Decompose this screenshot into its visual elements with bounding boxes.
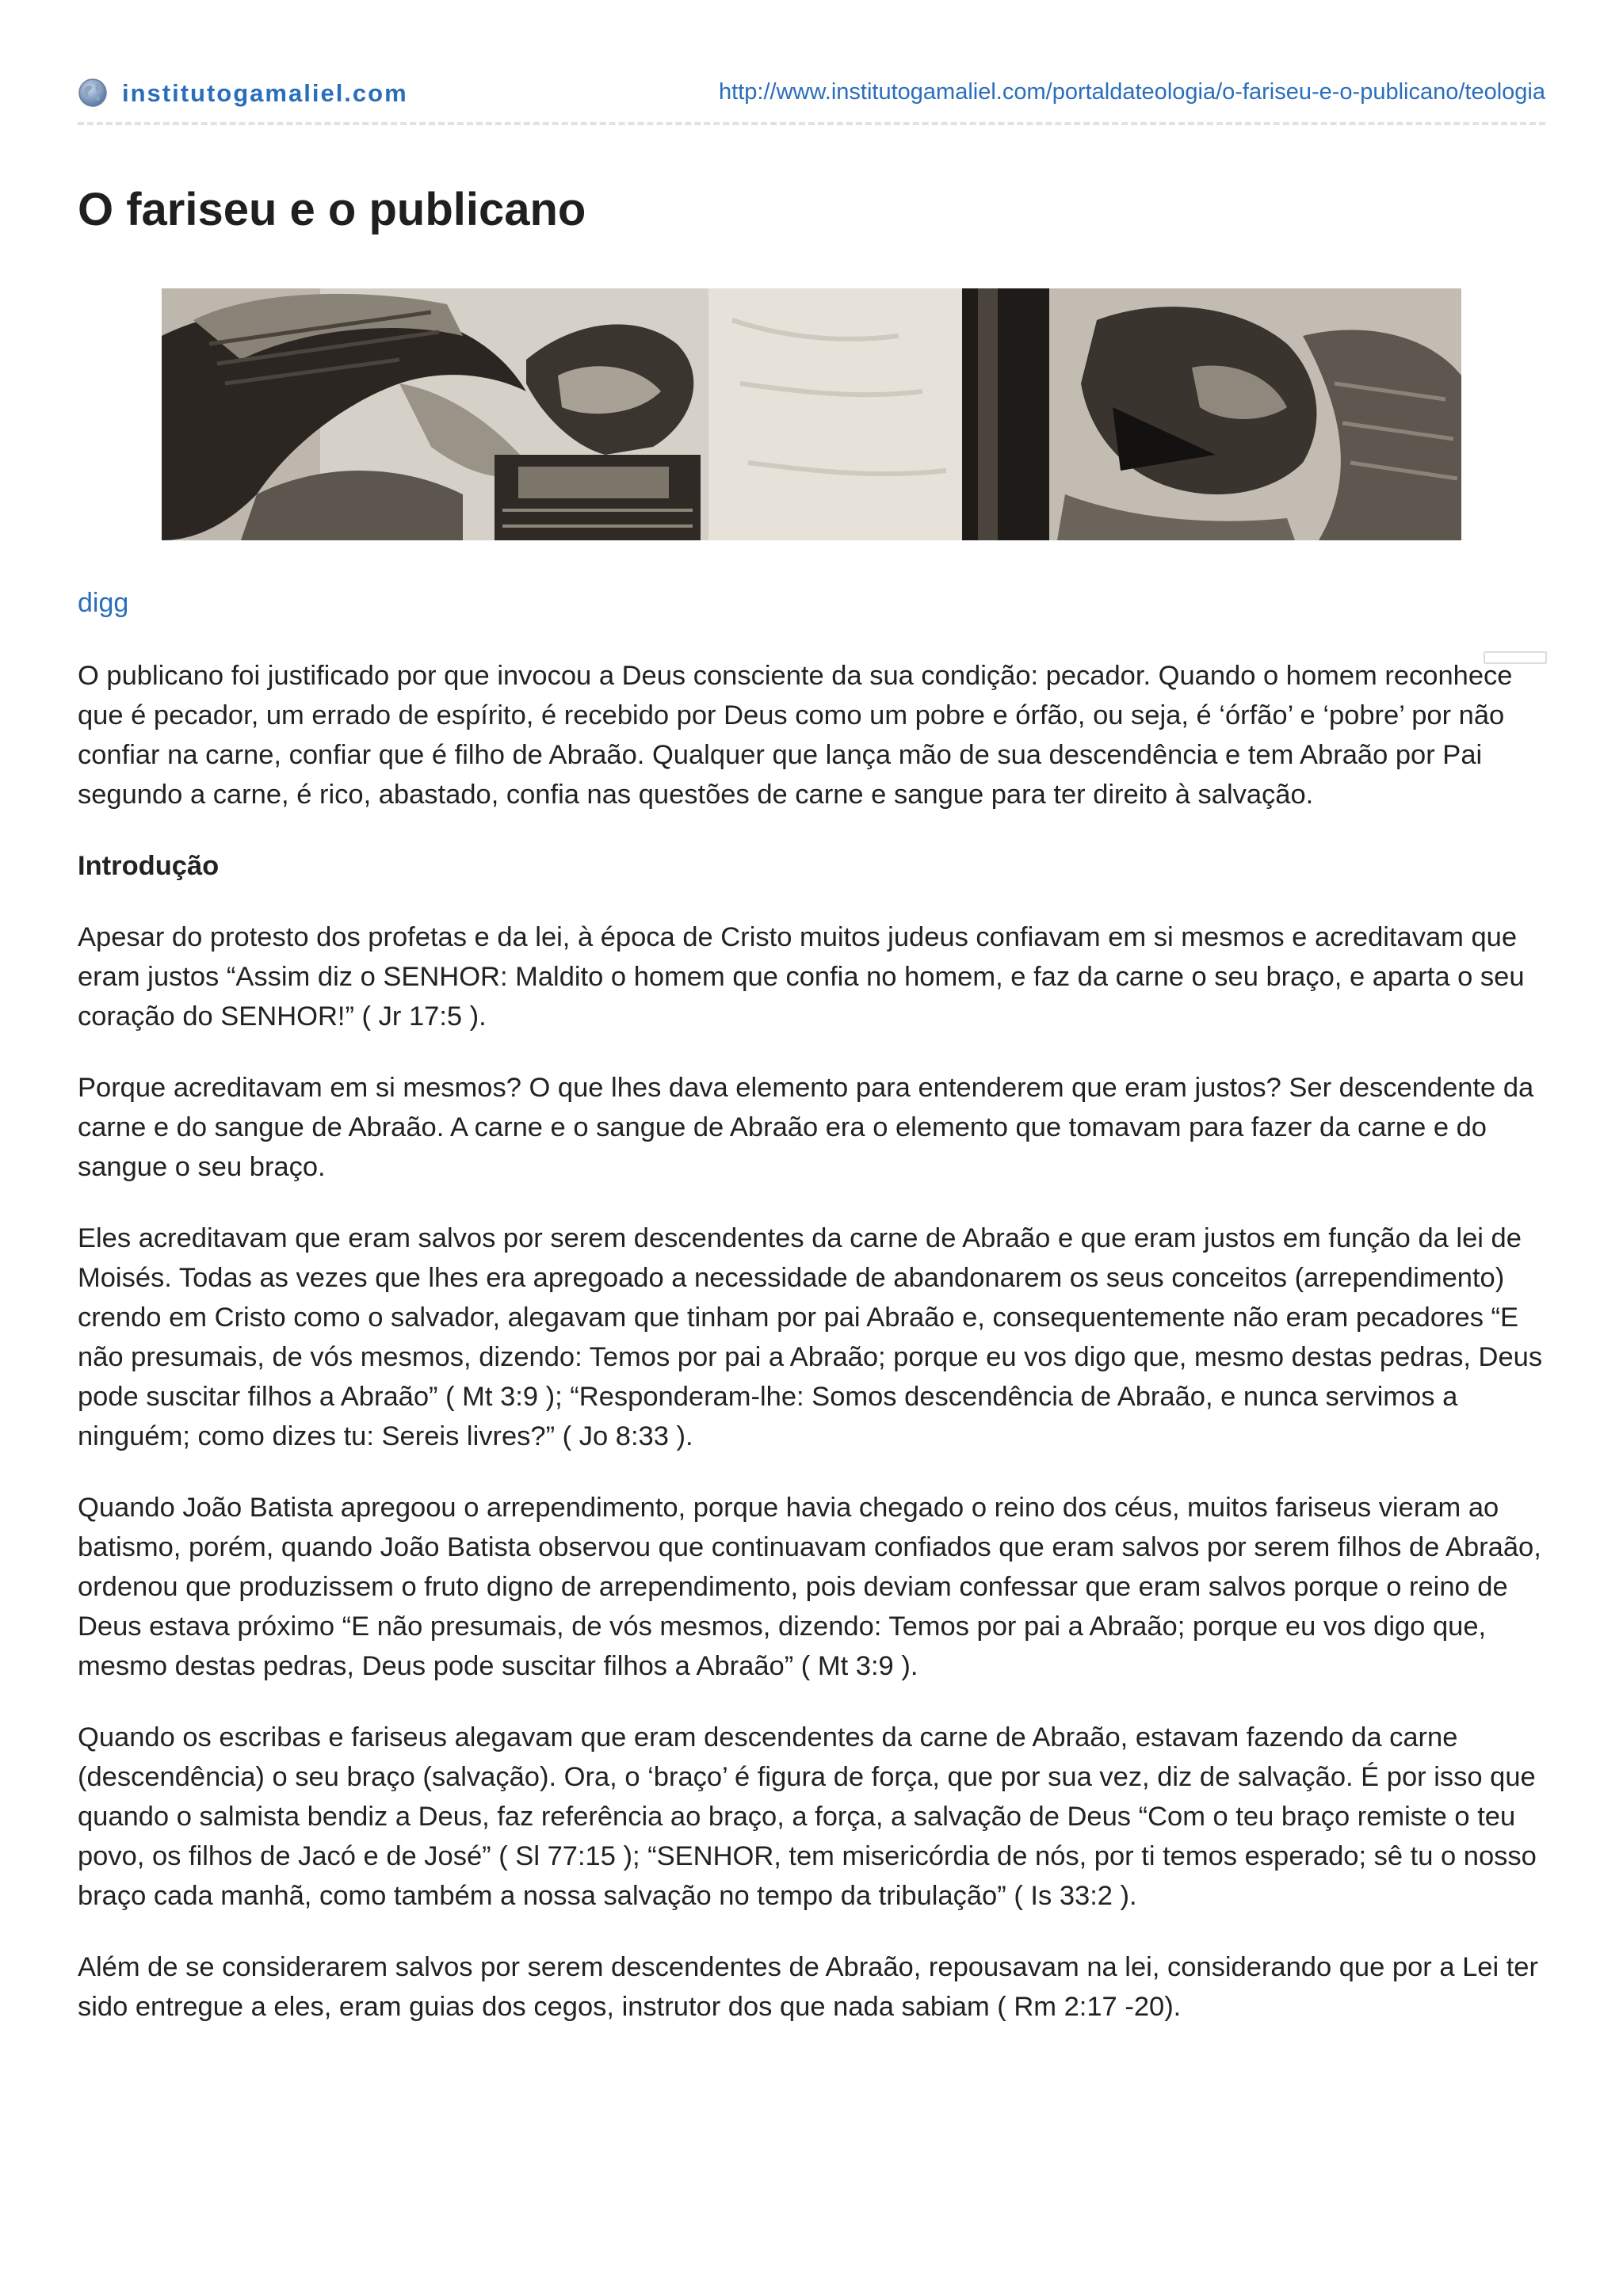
header-divider <box>78 122 1545 125</box>
site-name-link[interactable]: institutogamaliel.com <box>122 79 408 107</box>
body-paragraph: Porque acreditavam em si mesmos? O que lhes dava elemento para entenderem que eram justos? Ser descendente da carne e do sangue de Abraão. A carne e o sangue de Abraão era o elemento que tomavam para fazer da carne e do sangue o seu braço. <box>78 1073 1534 1182</box>
banner-illustration <box>162 288 1461 540</box>
section-heading: Introdução <box>78 851 220 881</box>
body-paragraph: Eles acreditavam que eram salvos por serem descendentes da carne de Abraão e que eram justos em função da lei de Moisés. Todas as vezes que lhes era apregoado a necessidade de abandonarem os seus conceitos (arrependimento) crendo em Cristo como o salvador, alegavam que tinham por pai Abraão e, consequentemente não eram pecadores “E não presumais, de vós mesmos, dizendo: Temos por pai a Abraão; porque eu vos digo que, mesmo destas pedras, Deus pode suscitar filhos a Abraão” ( Mt 3:9 ); “Responderam-lhe: Somos descendência de Abraão, e nunca servimos a ninguém; como dizes tu: Sereis livres?” ( Jo 8:33 ). <box>78 1223 1543 1451</box>
source-header <box>78 73 1545 114</box>
body-paragraph: Quando João Batista apregoou o arrependimento, porque havia chegado o reino dos céus, muitos fariseus vieram ao batismo, porém, quando João Batista observou que continuavam confiados que eram salvos por serem filhos de Abraão, ordenou que produzissem o fruto digno de arrependimento, pois deviam confessar que eram salvos porque o reino de Deus estava próximo “E não presumais, de vós mesmos, dizendo: Temos por pai a Abraão; porque eu vos digo que, mesmo destas pedras, Deus pode suscitar filhos a Abraão” ( Mt 3:9 ). <box>78 1493 1541 1681</box>
body-paragraph: Apesar do protesto dos profetas e da lei, à época de Cristo muitos judeus confiavam em si mesmos e acreditavam que eram justos “Assim diz o SENHOR: Maldito o homem que confia no homem, e faz da carne o seu braço, e aparta o seu coração do SENHOR!” ( Jr 17:5 ). <box>78 922 1525 1032</box>
article-title: O fariseu e o publicano <box>78 184 586 235</box>
globe-icon <box>78 78 108 108</box>
digg-share-link[interactable]: digg <box>78 588 129 618</box>
article-body <box>78 656 1545 2058</box>
body-paragraph: Quando os escribas e fariseus alegavam que eram descendentes da carne de Abraão, estavam fazendo da carne (descendência) o seu braço (salvação). Ora, o ‘braço’ é figura de força, que por sua vez, diz de salvação. É por isso que quando o salmista bendiz a Deus, faz referência ao braço, a força, a salvação de Deus “Com o teu braço remiste o teu povo, os filhos de Jacó e de José” ( Sl 77:15 ); “SENHOR, tem misericórdia de nós, por ti temos esperado; sê tu o nosso braço cada manhã, como também a nossa salvação no tempo da tribulação” ( Is 33:2 ). <box>78 1722 1537 1911</box>
article-banner-image <box>162 288 1461 540</box>
body-paragraph: Além de se considerarem salvos por serem descendentes de Abraão, repousavam na lei, considerando que por a Lei ter sido entregue a eles, eram guias dos cegos, instrutor dos que nada sabiam ( Rm 2:17 -20). <box>78 1952 1538 2022</box>
lead-paragraph: O publicano foi justificado por que invocou a Deus consciente da sua condição: pecador. Quando o homem reconhece que é pecador, um errado de espírito, é recebido por Deus como um pobre e órfão, ou seja, é ‘órfão’ e ‘pobre’ por não confiar na carne, confiar que é filho de Abraão. Qualquer que lança mão de sua descendência e tem Abraão por Pai segundo a carne, é rico, abastado, confia nas questões de carne e sangue para ter direito à salvação. <box>78 661 1513 810</box>
page-url-link[interactable]: http://www.institutogamaliel.com/portaldateologia/o-fariseu-e-o-publicano/teologia <box>719 79 1545 105</box>
